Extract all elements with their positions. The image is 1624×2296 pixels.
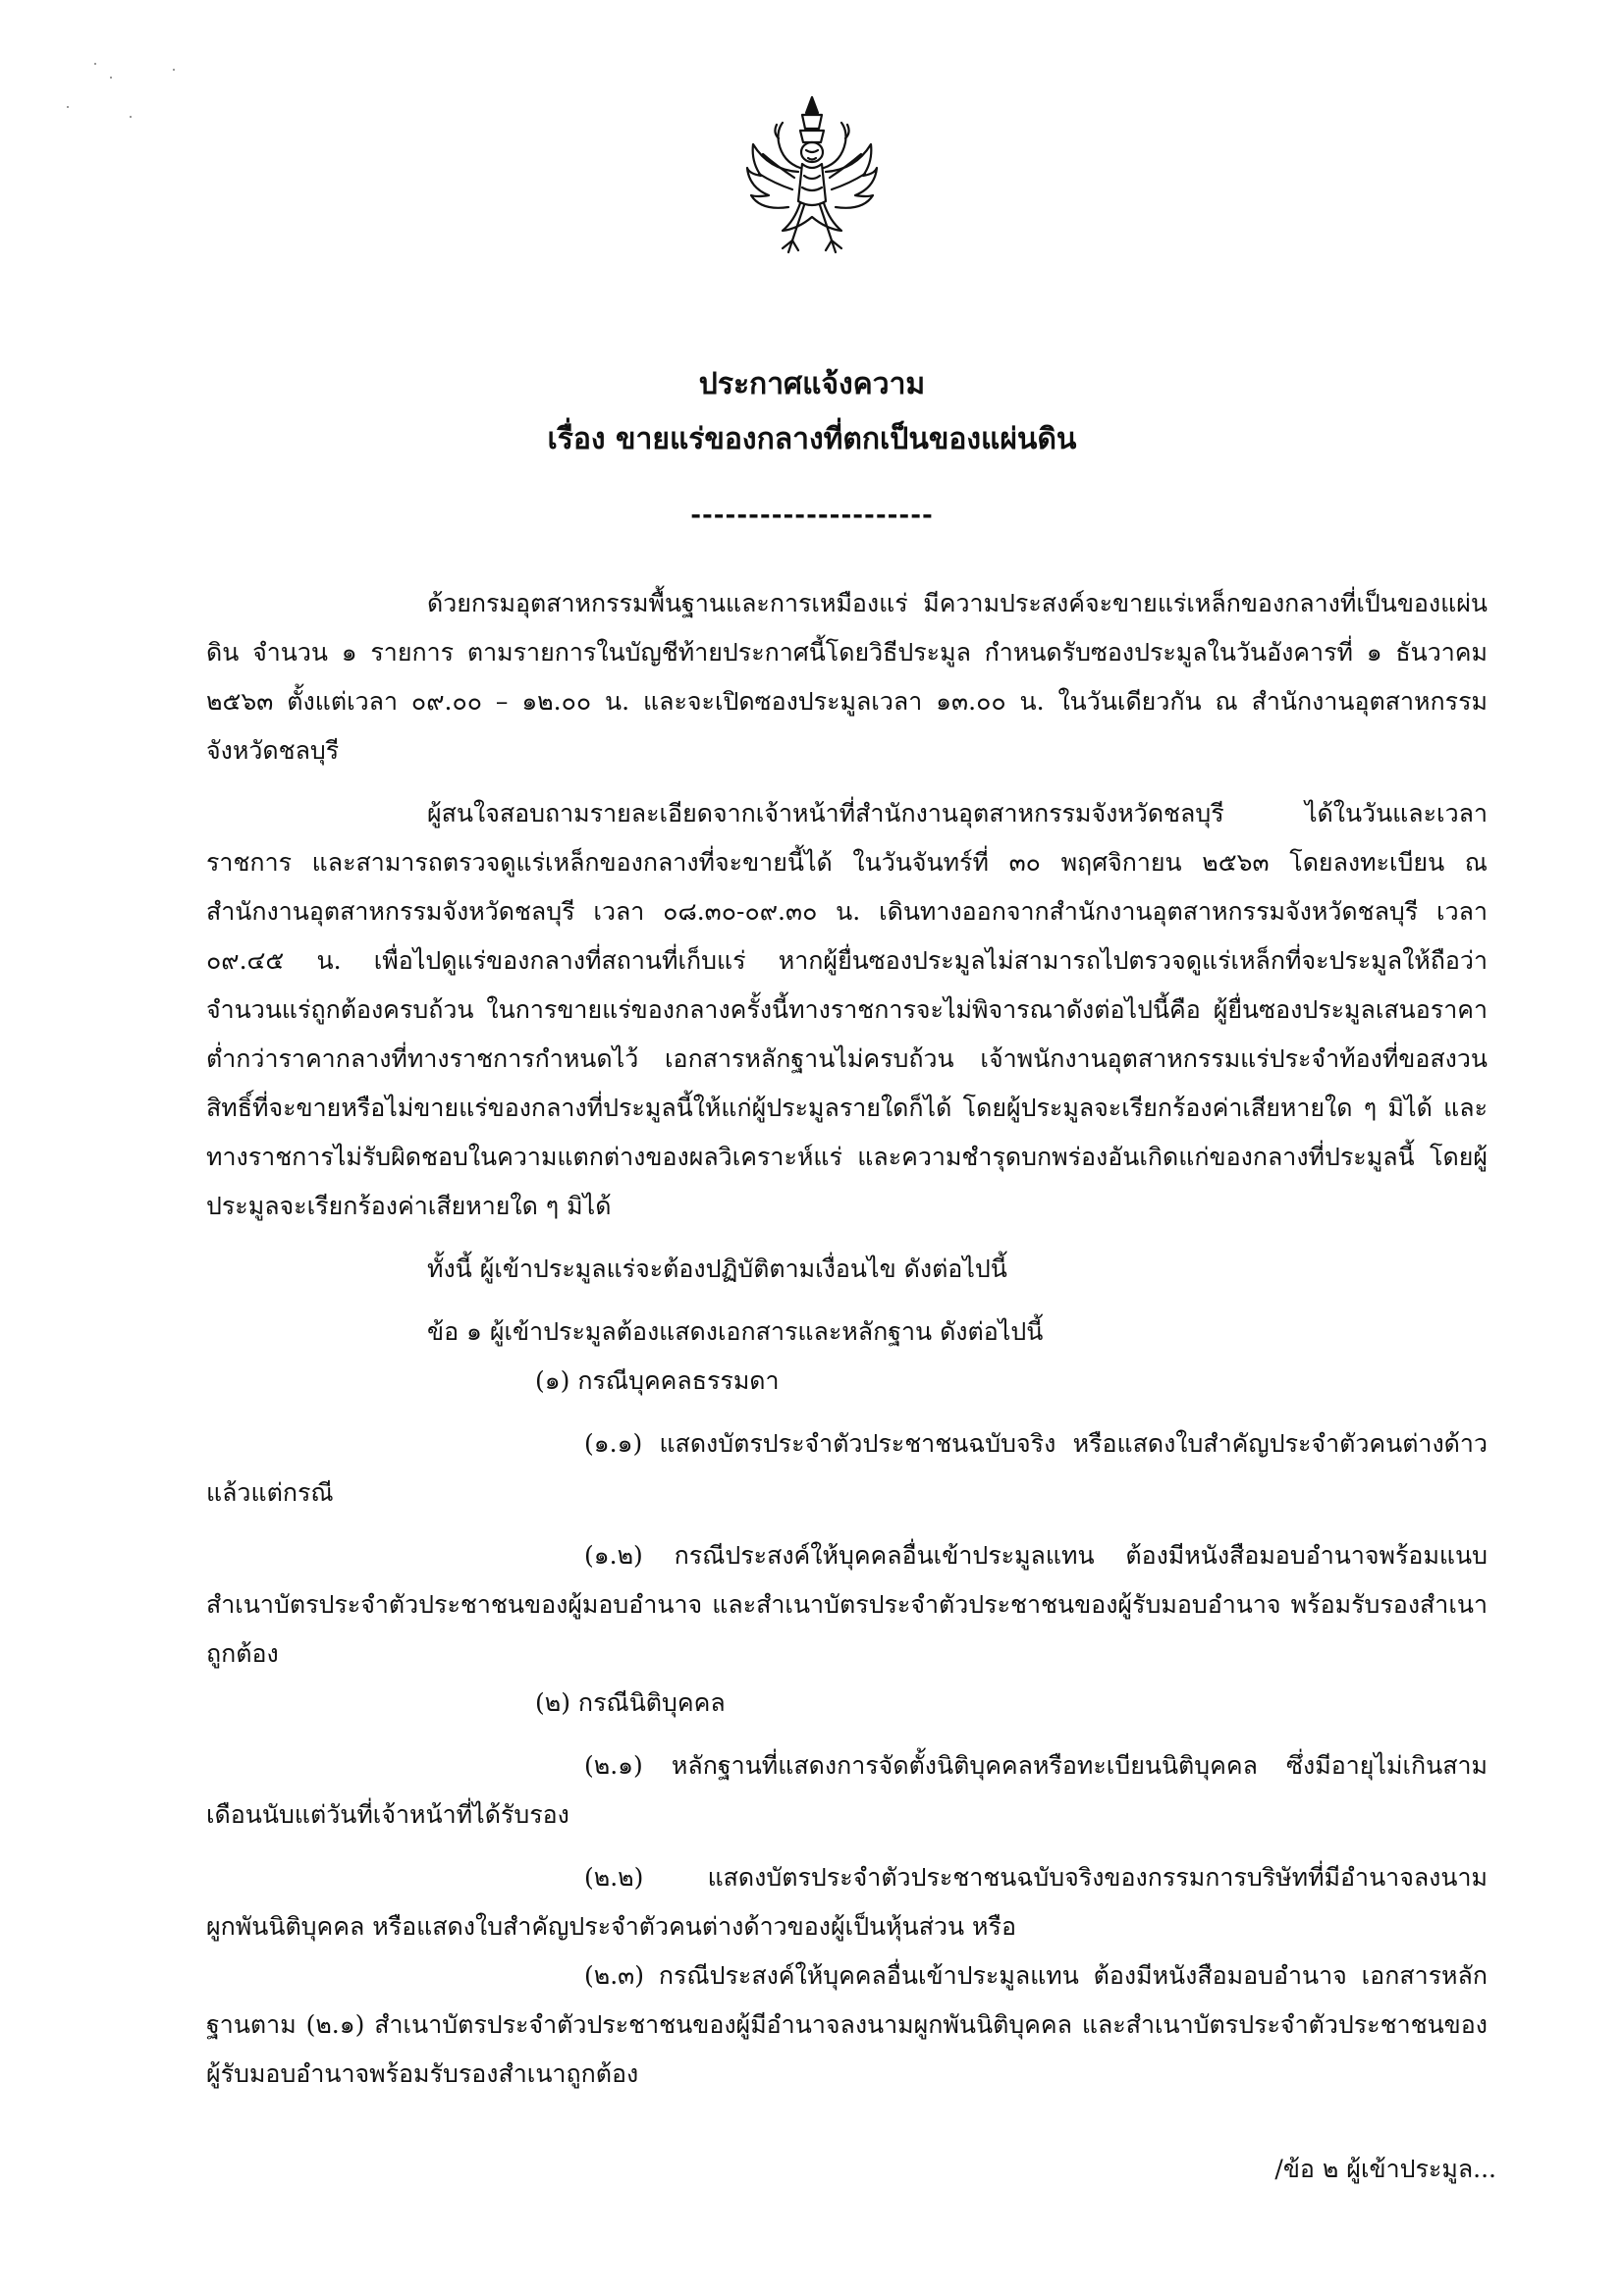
- paragraph-inspection-details: ผู้สนใจสอบถามรายละเอียดจากเจ้าหน้าที่สำนักงานอุตสาหกรรมจังหวัดชลบุรี ได้ในวันและเวลาราชการ และสามารถตรวจดูแร่เหล็กของกลางที่จะขายนี้ได้ ในวันจันทร์ที่ ๓๐ พฤศจิกายน ๒๕๖๓ โดยลงทะเบียน ณ สำนักงานอุตสาหกรรมจังหวัดชลบุรี เวลา ๐๘.๓๐-๐๙.๓๐ น. เดินทางออกจากสำนักงานอุตสาหกรรมจังหวัดชลบุรี เวลา ๐๙.๔๕ น. เพื่อไปดูแร่ของกลางที่สถานที่เก็บแร่ หากผู้ยื่นซองประมูลไม่สามารถไปตรวจดูแร่เหล็กที่จะประมูลให้ถือว่าจำนวนแร่ถูกต้องครบถ้วน ในการขายแร่ของกลางครั้งนี้ทางราชการจะไม่พิจารณาดังต่อไปนี้คือ ผู้ยื่นซองประมูลเสนอราคาต่ำกว่าราคากลางที่ทางราชการกำหนดไว้ เอกสารหลักฐานไม่ครบถ้วน เจ้าพนักงานอุตสาหกรรมแร่ประจำท้องที่ขอสงวนสิทธิ์ที่จะขายหรือไม่ขายแร่ของกลางที่ประมูลนี้ให้แก่ผู้ประมูลรายใดก็ได้ โดยผู้ประมูลจะเรียกร้องค่าเสียหายใด ๆ มิได้ และทางราชการไม่รับผิดชอบในความแตกต่างของผลวิเคราะห์แร่ และความชำรุดบกพร่องอันเกิดแก่ของกลางที่ประมูลนี้ โดยผู้ประมูลจะเรียกร้องค่าเสียหายใด ๆ มิได้: [206, 799, 1488, 1220]
- document-title: ประกาศแจ้งความ: [698, 367, 926, 401]
- case-juristic-person: (๒) กรณีนิติบุคคล: [535, 1688, 726, 1717]
- scan-speck: [173, 69, 175, 71]
- document-body: [206, 579, 1488, 2099]
- scan-speck: [130, 116, 132, 118]
- clause-1: ข้อ ๑ ผู้เข้าประมูลต้องแสดงเอกสารและหลักฐาน ดังต่อไปนี้: [427, 1317, 1044, 1346]
- case-2-1: (๒.๑) หลักฐานที่แสดงการจัดตั้งนิติบุคคลหรือทะเบียนนิติบุคคล ซึ่งมีอายุไม่เกินสามเดือนนับแต่วันที่เจ้าหน้าที่ได้รับรอง: [206, 1751, 1488, 1829]
- case-1-2: (๑.๒) กรณีประสงค์ให้บุคคลอื่นเข้าประมูลแทน ต้องมีหนังสือมอบอำนาจพร้อมแนบสำเนาบัตรประจำตัวประชาชนของผู้มอบอำนาจ และสำเนาบัตรประจำตัวประชาชนของผู้รับมอบอำนาจ พร้อมรับรองสำเนาถูกต้อง: [206, 1541, 1488, 1668]
- paragraph-conditions-intro: ทั้งนี้ ผู้เข้าประมูลแร่จะต้องปฏิบัติตามเงื่อนไข ดังต่อไปนี้: [427, 1255, 1007, 1283]
- scan-speck: [67, 106, 69, 108]
- scan-speck: [110, 77, 112, 79]
- case-natural-person: (๑) กรณีบุคคลธรรมดา: [535, 1366, 780, 1395]
- case-2-3: (๒.๓) กรณีประสงค์ให้บุคคลอื่นเข้าประมูลแทน ต้องมีหนังสือมอบอำนาจ เอกสารหลักฐานตาม (๒.๑) สำเนาบัตรประจำตัวประชาชนของผู้มีอำนาจลงนามผูกพันนิติบุคคล และสำเนาบัตรประจำตัวประชาชนของผู้รับมอบอำนาจพร้อมรับรองสำเนาถูกต้อง: [206, 1961, 1488, 2088]
- title-divider: ---------------------: [690, 501, 934, 530]
- scan-speck: [94, 63, 96, 65]
- case-1-1: (๑.๑) แสดงบัตรประจำตัวประชาชนฉบับจริง หรือแสดงใบสำคัญประจำตัวคนต่างด้าว แล้วแต่กรณี: [206, 1429, 1488, 1507]
- case-2-2: (๒.๒) แสดงบัตรประจำตัวประชาชนฉบับจริงของกรรมการบริษัทที่มีอำนาจลงนามผูกพันนิติบุคคล หรือแสดงใบสำคัญประจำตัวคนต่างด้าวของผู้เป็นหุ้นส่วน หรือ: [206, 1863, 1488, 1941]
- paragraph-announcement: ด้วยกรมอุตสาหกรรมพื้นฐานและการเหมืองแร่ มีความประสงค์จะขายแร่เหล็กของกลางที่เป็นของแผ่นดิน จำนวน ๑ รายการ ตามรายการในบัญชีท้ายประกาศนี้โดยวิธีประมูล กำหนดรับซองประมูลในวันอังคารที่ ๑ ธันวาคม ๒๕๖๓ ตั้งแต่เวลา ๐๙.๐๐ – ๑๒.๐๐ น. และจะเปิดซองประมูลเวลา ๑๓.๐๐ น. ในวันเดียวกัน ณ สำนักงานอุตสาหกรรมจังหวัดชลบุรี: [206, 589, 1488, 765]
- garuda-emblem-icon: [743, 93, 881, 255]
- page-continuation: /ข้อ ๒ ผู้เข้าประมูล...: [1274, 2155, 1496, 2183]
- document-subject: เรื่อง ขายแร่ของกลางที่ตกเป็นของแผ่นดิน: [547, 422, 1077, 456]
